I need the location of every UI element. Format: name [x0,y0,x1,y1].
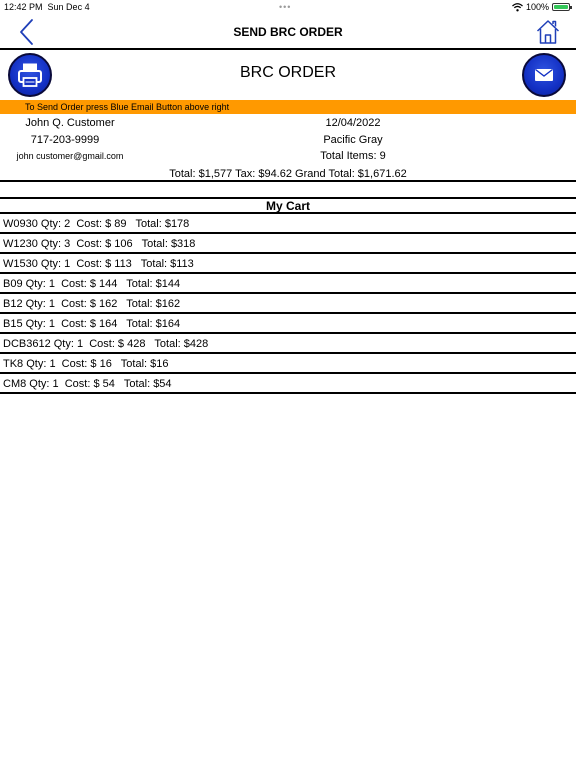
multitasking-dots[interactable]: ••• [279,2,292,12]
status-bar [0,0,576,14]
printer-icon [10,55,50,95]
home-button[interactable] [536,19,560,45]
cart-list [0,214,576,394]
order-color: Pacific Gray [323,134,383,146]
status-time: 12:42 PM [4,2,43,12]
battery-fill [554,5,568,9]
cart-item-b09[interactable]: B09 Qty: 1 Cost: $ 144 Total: $144 [0,274,576,294]
status-indicators [512,0,570,14]
order-date: 12/04/2022 [325,117,381,129]
instruction-banner: To Send Order press Blue Email Button above right [0,100,576,114]
battery-percent: 100% [525,2,549,12]
cart-item-tk8[interactable]: TK8 Qty: 1 Cost: $ 16 Total: $16 [0,354,576,374]
order-header [0,50,576,100]
cart-title: My Cart [265,199,310,213]
email-button[interactable] [522,53,566,97]
cart-item-b12[interactable]: B12 Qty: 1 Cost: $ 162 Total: $162 [0,294,576,314]
home-icon [538,21,559,43]
cart-item-w1230[interactable]: W1230 Qty: 3 Cost: $ 106 Total: $318 [0,234,576,254]
divider [0,180,576,182]
navigation-bar [0,14,576,50]
order-totals: Total: $1,577 Tax: $94.62 Grand Total: $1,671.62 [169,168,407,180]
cart-item-cm8[interactable]: CM8 Qty: 1 Cost: $ 54 Total: $54 [0,374,576,394]
battery-icon [552,3,570,11]
customer-phone: 717-203-9999 [30,134,100,146]
print-button[interactable] [8,53,52,97]
cart-item-dcb3612[interactable]: DCB3612 Qty: 1 Cost: $ 428 Total: $428 [0,334,576,354]
customer-name: John Q. Customer [25,117,115,129]
status-time-date [4,0,90,14]
status-date: Sun Dec 4 [47,2,90,12]
total-items: Total Items: 9 [320,150,386,162]
wifi-icon [512,3,523,12]
cart-item-w0930[interactable]: W0930 Qty: 2 Cost: $ 89 Total: $178 [0,214,576,234]
customer-email: john customer@gmail.com [16,151,124,161]
envelope-icon [524,55,564,95]
nav-title: SEND BRC ORDER [233,25,343,39]
cart-item-b15[interactable]: B15 Qty: 1 Cost: $ 164 Total: $164 [0,314,576,334]
cart-item-w1530[interactable]: W1530 Qty: 1 Cost: $ 113 Total: $113 [0,254,576,274]
page-title: BRC ORDER [239,64,336,81]
